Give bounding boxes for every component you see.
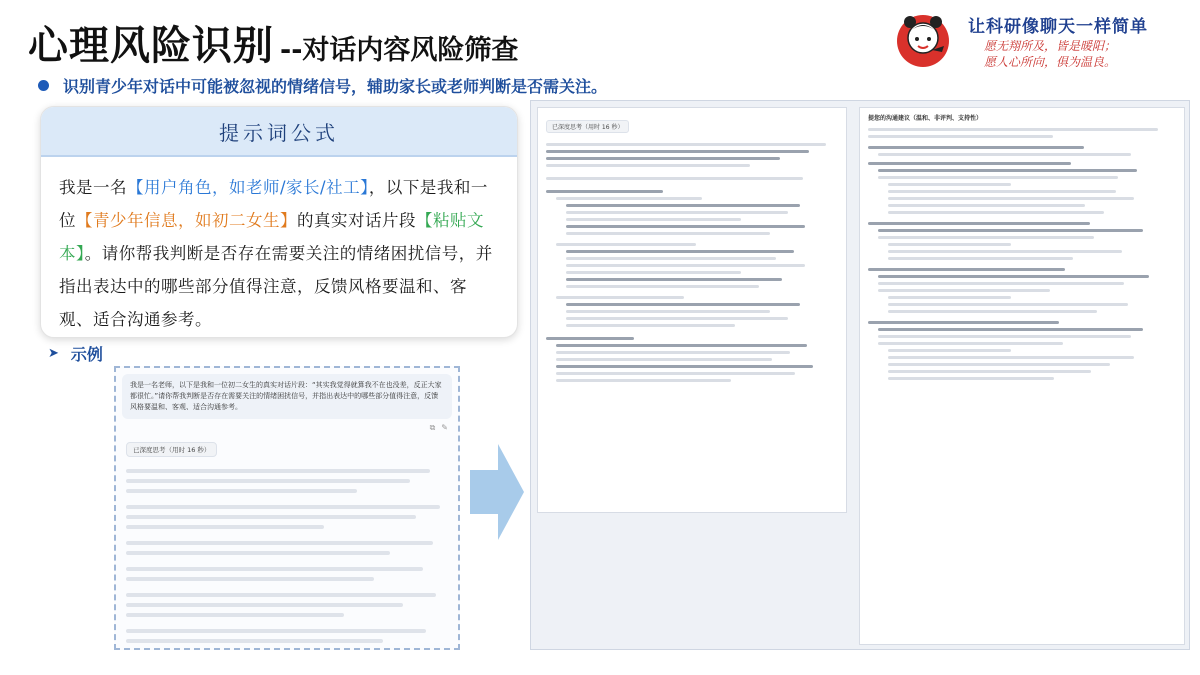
example-heading — [48, 342, 103, 365]
intro-text: 识别青少年对话中可能被忽视的情绪信号，辅助家长或老师判断是否需关注。 — [63, 77, 608, 96]
placeholder-teen-info: 【青少年信息，如初二女生】 — [76, 211, 297, 230]
page-title: 心理风险识别 — [28, 23, 274, 69]
user-query-bubble: 我是一名老师，以下是我和一位初二女生的真实对话片段：“其实我觉得就算我不在也没差，反正大家都很忙。”请你帮我判断是否存在需要关注的情绪困扰信号，并指出表达中的哪些部分值得注意，反馈风格要温和、客观、适合沟通参考。 — [122, 374, 452, 419]
faded-response-text — [122, 469, 452, 650]
mascot-girl-icon — [892, 8, 954, 70]
brand-motto — [984, 38, 1116, 70]
formula-title: 提示词公式 — [219, 120, 339, 145]
response-thinking-chip[interactable]: 已深度思考（用时 16 秒） — [546, 120, 629, 133]
triangle-right-icon: ➤ — [48, 346, 59, 361]
brand-motto-line-2: 愿人心所向，俱为温良。 — [984, 55, 1117, 69]
formula-text-1: 我是一名 — [59, 178, 127, 197]
prompt-formula-card — [40, 106, 518, 338]
response-column-right — [859, 107, 1185, 645]
ai-response-screenshot — [530, 100, 1190, 650]
edit-icon[interactable]: ✎ — [441, 423, 448, 432]
copy-icon[interactable]: ⧉ — [429, 423, 436, 432]
page-title-row — [28, 14, 518, 71]
page-subtitle: --对话内容风险筛查 — [280, 35, 519, 66]
formula-text-2: ，以下是我和一位 — [59, 178, 488, 230]
formula-body — [41, 157, 517, 336]
bullet-dot-icon — [38, 80, 49, 91]
formula-header — [41, 107, 517, 157]
arrow-right-icon — [470, 444, 524, 540]
brand-motto-line-1: 愿无翔所及，皆是暖阳； — [984, 39, 1117, 53]
formula-text-4: 。请你帮我判断是否存在需要关注的情绪困扰信号，并指出表达中的哪些部分值得注意，反馈风格要温和、客观、适合沟通参考。 — [59, 244, 493, 329]
intro-bullet — [38, 74, 607, 97]
brand-slogan: 让科研像聊天一样简单 — [968, 17, 1148, 37]
thinking-status-chip[interactable]: 已深度思考（用时 16 秒） — [126, 442, 217, 457]
response-column-left — [537, 107, 847, 513]
right-column-heading: 提您的沟通建议（温和、非评判、支持性） — [868, 115, 983, 122]
message-toolbar — [122, 419, 452, 437]
formula-text-3: 的真实对话片段 — [297, 211, 416, 230]
placeholder-user-role: 【用户角色，如老师/家长/社工】 — [127, 178, 369, 197]
example-chat-panel — [114, 366, 460, 650]
brand-logo-area — [892, 4, 1182, 74]
placeholder-paste-text: 【粘贴文本】 — [59, 211, 484, 263]
example-label: 示例 — [70, 345, 103, 364]
